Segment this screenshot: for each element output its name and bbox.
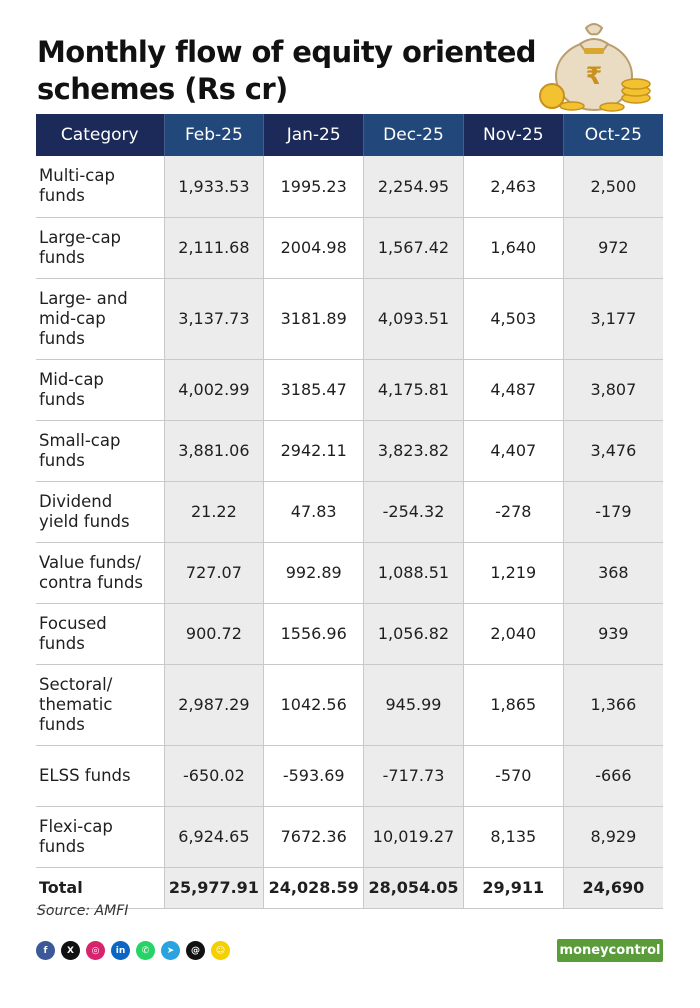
value-cell: -254.32 [364, 481, 464, 542]
value-cell: 2,463 [463, 156, 563, 217]
table-row [36, 481, 663, 542]
column-header-dec-25: Dec-25 [364, 114, 464, 156]
category-cell [36, 359, 164, 420]
category-cell [36, 745, 164, 806]
column-header-oct-25: Oct-25 [563, 114, 663, 156]
value-cell: 4,093.51 [364, 278, 464, 359]
category-label: yield funds [39, 511, 130, 531]
value-cell: 1,933.53 [164, 156, 264, 217]
column-header-nov-25: Nov-25 [463, 114, 563, 156]
value-cell: 368 [563, 542, 663, 603]
category-cell [36, 278, 164, 359]
header-row [36, 114, 663, 156]
table-row [36, 156, 663, 217]
value-cell: 2942.11 [264, 420, 364, 481]
value-cell: 945.99 [364, 664, 464, 745]
category-cell [36, 217, 164, 278]
value-cell: 4,503 [463, 278, 563, 359]
value-cell: 1,865 [463, 664, 563, 745]
category-label: funds [39, 328, 85, 348]
category-cell [36, 603, 164, 664]
table-row [36, 664, 663, 745]
value-cell: 992.89 [264, 542, 364, 603]
category-cell [36, 806, 164, 867]
value-cell: 21.22 [164, 481, 264, 542]
total-value-cell: 28,054.05 [364, 867, 464, 908]
value-cell: -570 [463, 745, 563, 806]
threads-icon[interactable]: @ [186, 941, 205, 960]
category-label: mid-cap [39, 308, 106, 328]
table-row [36, 806, 663, 867]
table-row [36, 420, 663, 481]
value-cell: 1042.56 [264, 664, 364, 745]
column-header-category: Category [36, 114, 164, 156]
value-cell: 3181.89 [264, 278, 364, 359]
category-label: funds [39, 389, 85, 409]
category-label: funds [39, 714, 85, 734]
category-label: Sectoral/ [39, 674, 113, 694]
value-cell: -179 [563, 481, 663, 542]
value-cell: -717.73 [364, 745, 464, 806]
value-cell: 4,175.81 [364, 359, 464, 420]
column-header-jan-25: Jan-25 [264, 114, 364, 156]
svg-text:₹: ₹ [585, 62, 603, 90]
value-cell: 3185.47 [264, 359, 364, 420]
value-cell: 4,487 [463, 359, 563, 420]
value-cell: 3,881.06 [164, 420, 264, 481]
flows-table [36, 114, 663, 909]
value-cell: 1,088.51 [364, 542, 464, 603]
value-cell: 6,924.65 [164, 806, 264, 867]
value-cell: 8,929 [563, 806, 663, 867]
value-cell: -666 [563, 745, 663, 806]
category-cell [36, 542, 164, 603]
category-cell [36, 156, 164, 217]
value-cell: 3,476 [563, 420, 663, 481]
source-note: Source: AMFI [37, 903, 129, 919]
category-label: Large-cap [39, 227, 122, 247]
category-label: Large- and [39, 288, 128, 308]
total-value-cell: 29,911 [463, 867, 563, 908]
value-cell: 1995.23 [264, 156, 364, 217]
facebook-icon[interactable]: f [36, 941, 55, 960]
table-row [36, 603, 663, 664]
value-cell: 1556.96 [264, 603, 364, 664]
value-cell: 4,407 [463, 420, 563, 481]
value-cell: 2004.98 [264, 217, 364, 278]
value-cell: 2,500 [563, 156, 663, 217]
table-row [36, 278, 663, 359]
value-cell: 1,219 [463, 542, 563, 603]
category-label: funds [39, 633, 85, 653]
value-cell: 972 [563, 217, 663, 278]
table-row [36, 217, 663, 278]
total-value-cell: 24,028.59 [264, 867, 364, 908]
x-icon[interactable]: X [61, 941, 80, 960]
value-cell: -278 [463, 481, 563, 542]
value-cell: 8,135 [463, 806, 563, 867]
value-cell: 1,056.82 [364, 603, 464, 664]
telegram-icon[interactable]: ➤ [161, 941, 180, 960]
value-cell: 2,254.95 [364, 156, 464, 217]
category-label: Dividend [39, 491, 113, 511]
category-cell [36, 481, 164, 542]
total-value-cell: 25,977.91 [164, 867, 264, 908]
category-label: funds [39, 247, 85, 267]
value-cell: 727.07 [164, 542, 264, 603]
social-icons [36, 941, 230, 961]
value-cell: 1,640 [463, 217, 563, 278]
table-row [36, 542, 663, 603]
snapchat-icon[interactable]: ☺ [211, 941, 230, 960]
value-cell: 2,987.29 [164, 664, 264, 745]
value-cell: -593.69 [264, 745, 364, 806]
value-cell: 2,111.68 [164, 217, 264, 278]
value-cell: 3,823.82 [364, 420, 464, 481]
total-label: Total [36, 867, 164, 908]
category-label: contra funds [39, 572, 144, 592]
category-label: Value funds/ [39, 552, 141, 572]
table-row [36, 745, 663, 806]
whatsapp-icon[interactable]: ✆ [136, 941, 155, 960]
linkedin-icon[interactable]: in [111, 941, 130, 960]
value-cell: 900.72 [164, 603, 264, 664]
total-row [36, 867, 663, 908]
value-cell: 7672.36 [264, 806, 364, 867]
instagram-icon[interactable]: ◎ [86, 941, 105, 960]
value-cell: 1,567.42 [364, 217, 464, 278]
value-cell: 3,137.73 [164, 278, 264, 359]
value-cell: 1,366 [563, 664, 663, 745]
value-cell: -650.02 [164, 745, 264, 806]
total-value-cell: 24,690 [563, 867, 663, 908]
category-label: Mid-cap [39, 369, 104, 389]
category-label: Small-cap [39, 430, 121, 450]
value-cell: 939 [563, 603, 663, 664]
category-label: Flexi-cap [39, 816, 113, 836]
value-cell: 4,002.99 [164, 359, 264, 420]
value-cell: 3,177 [563, 278, 663, 359]
money-bag-icon [532, 18, 656, 114]
value-cell: 3,807 [563, 359, 663, 420]
category-label: funds [39, 450, 85, 470]
category-label: ELSS funds [39, 765, 131, 785]
table-row [36, 359, 663, 420]
category-cell [36, 664, 164, 745]
category-label: funds [39, 186, 85, 206]
category-label: Focused [39, 613, 107, 633]
value-cell: 10,019.27 [364, 806, 464, 867]
value-cell: 47.83 [264, 481, 364, 542]
value-cell: 2,040 [463, 603, 563, 664]
category-label: Multi-cap [39, 166, 115, 186]
category-label: thematic [39, 694, 113, 714]
chart-title: Monthly flow of equity oriented schemes (Rs cr) [37, 35, 536, 106]
moneycontrol-logo: moneycontrol [557, 939, 663, 962]
column-header-feb-25: Feb-25 [164, 114, 264, 156]
category-cell [36, 420, 164, 481]
category-label: funds [39, 836, 85, 856]
